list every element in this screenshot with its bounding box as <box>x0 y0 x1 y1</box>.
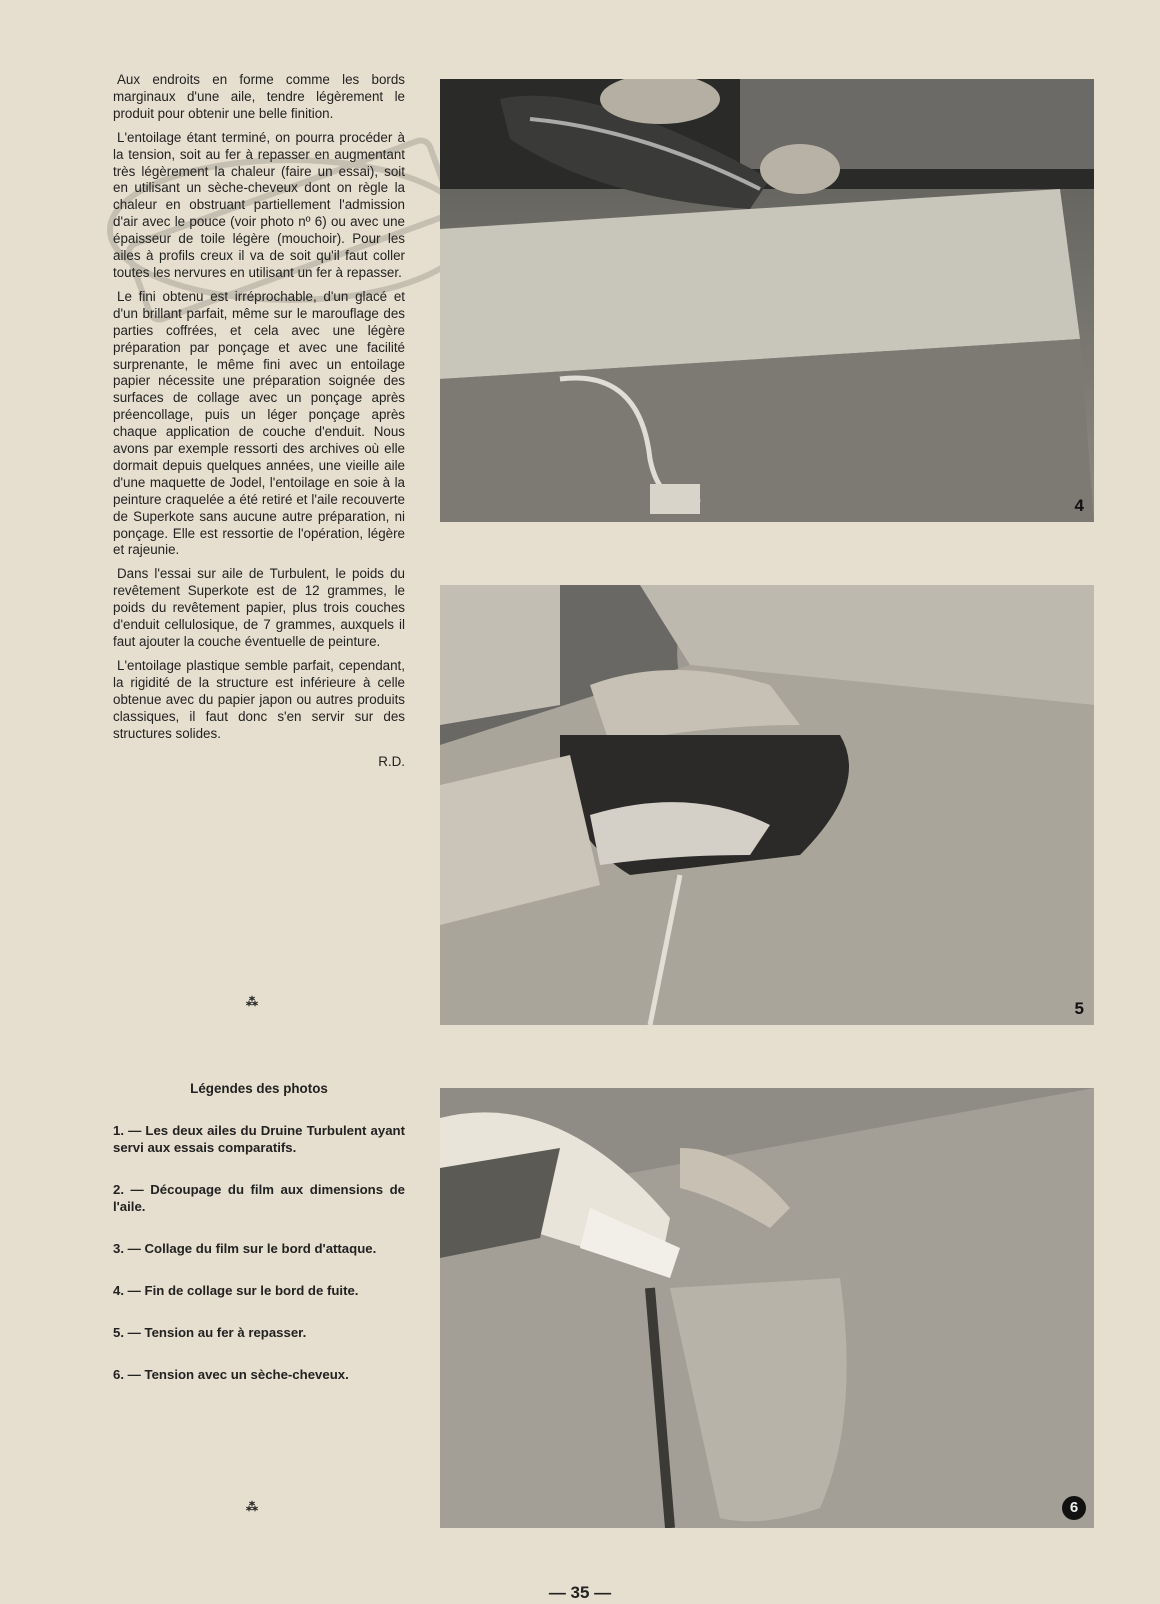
page-number: — 35 — <box>548 1583 612 1602</box>
photo-5-image <box>440 585 1094 1025</box>
article-paragraph: L'entoilage plastique semble parfait, cependant, la rigidité de la structure est inférieure à celle obtenue avec du papier japon ou autres produits classiques, il faut donc s'en servir sur des structures solides. <box>113 657 405 741</box>
article-paragraph: Aux endroits en forme comme les bords marginaux d'une aile, tendre légèrement le produit pour obtenir une belle finition. <box>113 72 405 121</box>
caption-item: 3. — Collage du film sur le bord d'attaque. <box>113 1241 377 1256</box>
caption-item: 5. — Tension au fer à repasser. <box>113 1325 307 1340</box>
article-paragraph: Le fini obtenu est irréprochable, d'un glacé et d'un brillant parfait, même sur le marouflage des parties coffrées, et cela avec une légère préparation par ponçage et avec une facilité surprenante, le même fini avec un entoilage papier nécessite une préparation soignée des surfaces de collage avec un ponçage après préencollage, puis un léger ponçage après chaque application de couche d'enduit. Nous avons par exemple ressorti des archives où elle dormait depuis quelques années, une vieille aile d'une maquette de Jodel, l'entoilage en soie à la peinture craquelée a été retiré et l'aile recouverte de Superkote sans aucune autre préparation, ni ponçage. Elle est ressortie de l'opération, légère et rajeunie. <box>113 288 405 558</box>
caption-item: 4. — Fin de collage sur le bord de fuite. <box>113 1283 359 1298</box>
photo-captions <box>113 1080 405 1408</box>
article-paragraph: L'entoilage étant terminé, on pourra procéder à la tension, soit au fer à repasser en augmentant très légèrement la chaleur (faire un essai), soit en utilisant un sèche-cheveux dont on règle la chaleur en obstruant partiellement l'admission d'air avec le pouce (voir photo nº 6) ou avec une épaisseur de toile légère (mouchoir). Pour les ailes à profils creux il va de soit qu'il faut coller toutes les nervures en utilisant un fer à repasser. <box>113 129 405 280</box>
caption-item: 6. — Tension avec un sèche-cheveux. <box>113 1367 349 1382</box>
caption-item: 2. — Découpage du film aux dimensions de l'aile. <box>113 1182 405 1214</box>
article-paragraph: Dans l'essai sur aile de Turbulent, le poids du revêtement Superkote est de 12 grammes, le poids du revêtement papier, plus trois couches d'enduit cellulosique, de 7 grammes, auxquels il faut ajouter la couche éventuelle de peinture. <box>113 566 405 649</box>
photo-6 <box>440 1088 1094 1528</box>
caption-item: 1. — Les deux ailes du Druine Turbulent ayant servi aux essais comparatifs. <box>113 1123 405 1155</box>
article-body <box>113 72 405 771</box>
author-signature: R.D. <box>378 754 405 770</box>
photo-5 <box>440 585 1094 1025</box>
photo-4 <box>440 79 1094 522</box>
section-separator: ⁂ <box>246 1500 258 1514</box>
photo-4-image <box>440 79 1094 522</box>
photo-6-image <box>440 1088 1094 1528</box>
photo-number: 5 <box>1074 999 1084 1018</box>
captions-title: Légendes des photos <box>190 1081 328 1096</box>
photo-number: 4 <box>1074 496 1084 515</box>
photo-number: 6 <box>1062 1496 1086 1520</box>
section-separator: ⁂ <box>246 995 258 1009</box>
